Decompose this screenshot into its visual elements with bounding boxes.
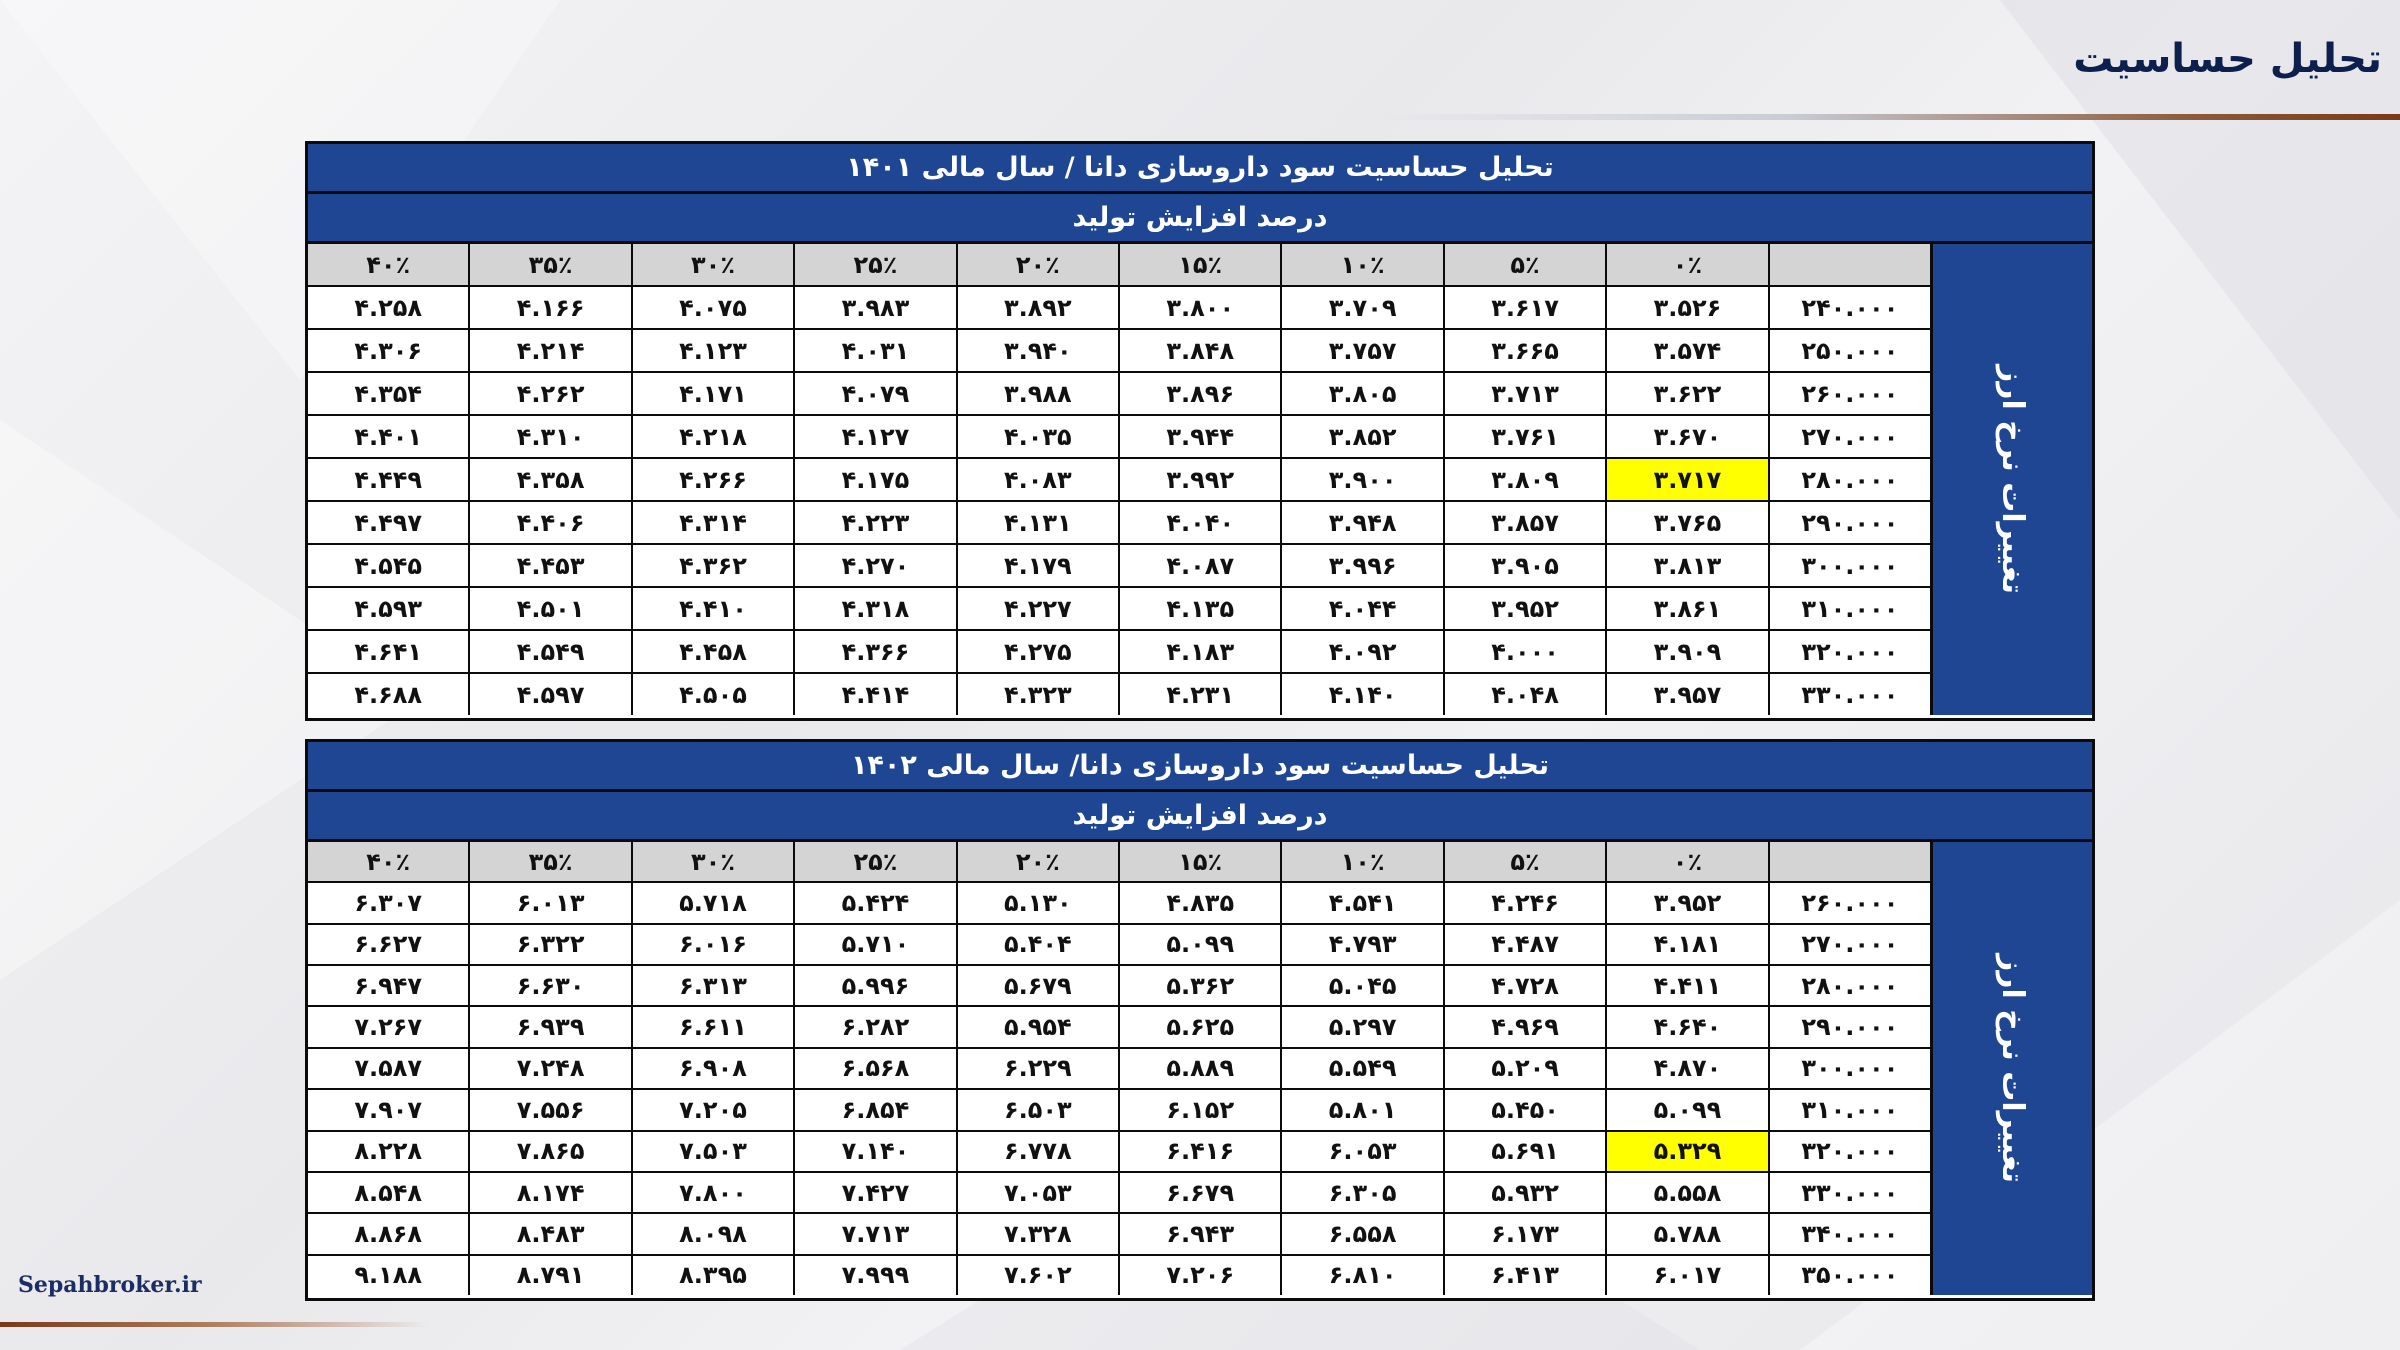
column-header-row (308, 842, 1930, 883)
column-header: ۵٪ (1445, 842, 1607, 881)
column-header: ۳۵٪ (470, 842, 632, 881)
column-header: ۰٪ (1607, 842, 1769, 881)
value-cell: ۵.۰۹۹ (1607, 1090, 1769, 1129)
value-cell: ۴.۳۶۲ (633, 545, 795, 586)
value-cell: ۳.۸۶۱ (1607, 588, 1769, 629)
value-cell: ۶.۱۷۳ (1445, 1214, 1607, 1253)
value-cell: ۶.۰۵۳ (1282, 1132, 1444, 1171)
value-cell: ۴.۴۵۳ (470, 545, 632, 586)
value-cell: ۴.۴۰۶ (470, 502, 632, 543)
value-cell: ۴.۵۴۵ (308, 545, 470, 586)
value-cell: ۵.۵۴۹ (1282, 1049, 1444, 1088)
value-cell: ۶.۳۰۵ (1282, 1173, 1444, 1212)
column-header: ۲۵٪ (795, 842, 957, 881)
value-cell: ۴.۴۵۸ (633, 631, 795, 672)
value-cell: ۸.۴۸۳ (470, 1214, 632, 1253)
value-cell: ۶.۲۸۲ (795, 1007, 957, 1046)
row-label: ۲۸۰.۰۰۰ (1770, 459, 1930, 500)
column-header: ۳۰٪ (633, 244, 795, 285)
value-cell: ۶.۹۰۸ (633, 1049, 795, 1088)
value-cell: ۶.۰۱۳ (470, 883, 632, 922)
table-row (308, 330, 1930, 373)
value-cell: ۳.۶۶۵ (1445, 330, 1607, 371)
value-cell: ۶.۰۱۶ (633, 925, 795, 964)
value-cell: ۵.۷۸۸ (1607, 1214, 1769, 1253)
value-cell: ۴.۶۴۰ (1607, 1007, 1769, 1046)
value-cell: ۶.۱۵۲ (1120, 1090, 1282, 1129)
table-row (308, 1090, 1930, 1131)
row-label: ۳۰۰.۰۰۰ (1770, 545, 1930, 586)
row-label: ۳۳۰.۰۰۰ (1770, 1173, 1930, 1212)
value-cell: ۵.۹۵۴ (958, 1007, 1120, 1046)
value-cell: ۴.۱۳۱ (958, 502, 1120, 543)
value-cell: ۴.۰۳۱ (795, 330, 957, 371)
value-cell: ۷.۶۰۲ (958, 1256, 1120, 1295)
row-label: ۳۱۰.۰۰۰ (1770, 588, 1930, 629)
value-cell: ۳.۸۹۲ (958, 287, 1120, 328)
table-title: تحلیل حساسیت سود داروسازی دانا / سال مالی ۱۴۰۱ (308, 144, 2092, 194)
value-cell: ۵.۰۹۹ (1120, 925, 1282, 964)
value-cell: ۵.۱۳۰ (958, 883, 1120, 922)
value-cell: ۸.۵۴۸ (308, 1173, 470, 1212)
side-label-cell (1930, 842, 2092, 1295)
value-cell: ۴.۰۸۷ (1120, 545, 1282, 586)
value-cell: ۳.۸۵۷ (1445, 502, 1607, 543)
value-cell: ۴.۳۱۴ (633, 502, 795, 543)
value-cell: ۴.۵۴۹ (470, 631, 632, 672)
value-cell: ۴.۲۲۳ (795, 502, 957, 543)
value-cell: ۳.۶۱۷ (1445, 287, 1607, 328)
value-cell: ۹.۱۸۸ (308, 1256, 470, 1295)
value-cell: ۴.۲۲۷ (958, 588, 1120, 629)
value-cell: ۳.۷۵۷ (1282, 330, 1444, 371)
column-header: ۴۰٪ (308, 244, 470, 285)
value-cell: ۳.۹۰۵ (1445, 545, 1607, 586)
value-cell: ۷.۲۶۷ (308, 1007, 470, 1046)
value-cell: ۷.۸۰۰ (633, 1173, 795, 1212)
value-cell: ۴.۹۶۹ (1445, 1007, 1607, 1046)
value-cell: ۵.۶۹۱ (1445, 1132, 1607, 1171)
value-cell: ۴.۱۶۶ (470, 287, 632, 328)
value-cell: ۶.۳۲۲ (470, 925, 632, 964)
value-cell: ۳.۸۰۵ (1282, 373, 1444, 414)
row-label: ۲۹۰.۰۰۰ (1770, 502, 1930, 543)
value-cell: ۶.۸۱۰ (1282, 1256, 1444, 1295)
value-cell: ۶.۲۲۹ (958, 1049, 1120, 1088)
value-cell: ۵.۲۹۷ (1282, 1007, 1444, 1046)
value-cell: ۶.۹۴۷ (308, 966, 470, 1005)
footer-underline (0, 1322, 430, 1327)
value-cell: ۶.۵۵۸ (1282, 1214, 1444, 1253)
highlighted-value-cell: ۳.۷۱۷ (1607, 459, 1769, 500)
value-cell: ۴.۳۱۸ (795, 588, 957, 629)
value-cell: ۴.۰۷۹ (795, 373, 957, 414)
value-cell: ۴.۴۱۴ (795, 674, 957, 715)
value-cell: ۴.۲۵۸ (308, 287, 470, 328)
side-label: تغییرات نرخ ارز (1995, 953, 2031, 1184)
highlighted-value-cell: ۵.۳۲۹ (1607, 1132, 1769, 1171)
value-cell: ۳.۸۰۹ (1445, 459, 1607, 500)
column-header: ۴۰٪ (308, 842, 470, 881)
value-cell: ۴.۰۷۵ (633, 287, 795, 328)
table-subtitle: درصد افزایش تولید (308, 792, 2092, 842)
value-cell: ۳.۹۹۶ (1282, 545, 1444, 586)
value-cell: ۴.۳۲۳ (958, 674, 1120, 715)
value-cell: ۵.۸۸۹ (1120, 1049, 1282, 1088)
value-cell: ۵.۴۰۴ (958, 925, 1120, 964)
value-cell: ۴.۲۶۶ (633, 459, 795, 500)
value-cell: ۴.۱۷۱ (633, 373, 795, 414)
value-cell: ۷.۰۵۳ (958, 1173, 1120, 1212)
value-cell: ۷.۲۰۵ (633, 1090, 795, 1129)
value-cell: ۴.۱۸۳ (1120, 631, 1282, 672)
value-cell: ۳.۷۶۵ (1607, 502, 1769, 543)
value-cell: ۷.۸۶۵ (470, 1132, 632, 1171)
value-cell: ۳.۹۸۳ (795, 287, 957, 328)
table-grid (308, 244, 1930, 715)
value-cell: ۴.۳۵۴ (308, 373, 470, 414)
value-cell: ۷.۵۵۶ (470, 1090, 632, 1129)
table-row (308, 1049, 1930, 1090)
value-cell: ۵.۲۰۹ (1445, 1049, 1607, 1088)
value-cell: ۴.۰۴۰ (1120, 502, 1282, 543)
table-row (308, 883, 1930, 924)
title-underline (1380, 114, 2400, 120)
table-grid (308, 842, 1930, 1295)
value-cell: ۵.۹۹۶ (795, 966, 957, 1005)
value-cell: ۳.۷۶۱ (1445, 416, 1607, 457)
column-header: ۰٪ (1607, 244, 1769, 285)
value-cell: ۴.۲۳۱ (1120, 674, 1282, 715)
column-header: ۲۵٪ (795, 244, 957, 285)
value-cell: ۸.۰۹۸ (633, 1214, 795, 1253)
value-cell: ۵.۳۶۲ (1120, 966, 1282, 1005)
table-row (308, 1007, 1930, 1048)
row-label: ۲۶۰.۰۰۰ (1770, 883, 1930, 922)
value-cell: ۶.۰۱۷ (1607, 1256, 1769, 1295)
value-cell: ۳.۹۵۲ (1607, 883, 1769, 922)
corner-cell (1770, 244, 1930, 285)
value-cell: ۵.۴۲۴ (795, 883, 957, 922)
value-cell: ۳.۹۴۰ (958, 330, 1120, 371)
value-cell: ۵.۵۵۸ (1607, 1173, 1769, 1212)
value-cell: ۴.۶۸۸ (308, 674, 470, 715)
value-cell: ۴.۵۹۷ (470, 674, 632, 715)
value-cell: ۷.۷۱۳ (795, 1214, 957, 1253)
row-label: ۲۵۰.۰۰۰ (1770, 330, 1930, 371)
value-cell: ۵.۷۱۸ (633, 883, 795, 922)
row-label: ۲۹۰.۰۰۰ (1770, 1007, 1930, 1046)
row-label: ۲۷۰.۰۰۰ (1770, 416, 1930, 457)
corner-cell (1770, 842, 1930, 881)
value-cell: ۵.۷۱۰ (795, 925, 957, 964)
value-cell: ۳.۶۲۲ (1607, 373, 1769, 414)
row-label: ۳۴۰.۰۰۰ (1770, 1214, 1930, 1253)
value-cell: ۵.۰۴۵ (1282, 966, 1444, 1005)
value-cell: ۴.۱۷۵ (795, 459, 957, 500)
value-cell: ۴.۴۴۹ (308, 459, 470, 500)
brand-link[interactable]: Sepahbroker.ir (18, 1272, 202, 1298)
value-cell: ۶.۴۱۳ (1445, 1256, 1607, 1295)
row-label: ۳۵۰.۰۰۰ (1770, 1256, 1930, 1295)
table-row (308, 373, 1930, 416)
value-cell: ۳.۷۱۳ (1445, 373, 1607, 414)
column-header: ۲۰٪ (958, 244, 1120, 285)
value-cell: ۴.۵۹۳ (308, 588, 470, 629)
sensitivity-table-1401 (305, 141, 2095, 721)
table-row (308, 1214, 1930, 1255)
value-cell: ۸.۱۷۴ (470, 1173, 632, 1212)
value-cell: ۶.۳۱۳ (633, 966, 795, 1005)
value-cell: ۴.۳۱۰ (470, 416, 632, 457)
value-cell: ۶.۶۷۹ (1120, 1173, 1282, 1212)
value-cell: ۵.۴۵۰ (1445, 1090, 1607, 1129)
value-cell: ۳.۷۰۹ (1282, 287, 1444, 328)
value-cell: ۴.۷۲۸ (1445, 966, 1607, 1005)
value-cell: ۴.۴۸۷ (1445, 925, 1607, 964)
value-cell: ۴.۷۹۳ (1282, 925, 1444, 964)
value-cell: ۸.۸۶۸ (308, 1214, 470, 1253)
row-label: ۳۱۰.۰۰۰ (1770, 1090, 1930, 1129)
value-cell: ۸.۷۹۱ (470, 1256, 632, 1295)
column-header: ۳۵٪ (470, 244, 632, 285)
page-title: تحلیل حساسیت (2073, 36, 2382, 82)
table-row (308, 966, 1930, 1007)
table-row (308, 925, 1930, 966)
value-cell: ۷.۱۴۰ (795, 1132, 957, 1171)
table-row (308, 1173, 1930, 1214)
value-cell: ۴.۰۳۵ (958, 416, 1120, 457)
value-cell: ۴.۳۰۶ (308, 330, 470, 371)
row-label: ۲۷۰.۰۰۰ (1770, 925, 1930, 964)
value-cell: ۳.۸۵۲ (1282, 416, 1444, 457)
value-cell: ۴.۰۴۴ (1282, 588, 1444, 629)
value-cell: ۵.۶۷۹ (958, 966, 1120, 1005)
value-cell: ۴.۴۹۷ (308, 502, 470, 543)
value-cell: ۵.۶۲۵ (1120, 1007, 1282, 1046)
value-cell: ۳.۹۴۴ (1120, 416, 1282, 457)
value-cell: ۴.۲۷۵ (958, 631, 1120, 672)
table-row (308, 631, 1930, 674)
column-header: ۲۰٪ (958, 842, 1120, 881)
value-cell: ۴.۰۸۳ (958, 459, 1120, 500)
value-cell: ۴.۸۷۰ (1607, 1049, 1769, 1088)
value-cell: ۴.۰۹۲ (1282, 631, 1444, 672)
value-cell: ۳.۹۰۹ (1607, 631, 1769, 672)
column-header: ۱۵٪ (1120, 244, 1282, 285)
value-cell: ۴.۱۸۱ (1607, 925, 1769, 964)
column-header: ۱۵٪ (1120, 842, 1282, 881)
value-cell: ۳.۸۹۶ (1120, 373, 1282, 414)
table-row (308, 459, 1930, 502)
side-label: تغییرات نرخ ارز (1995, 364, 2031, 595)
value-cell: ۳.۸۴۸ (1120, 330, 1282, 371)
value-cell: ۳.۹۵۷ (1607, 674, 1769, 715)
value-cell: ۳.۹۵۲ (1445, 588, 1607, 629)
table-row (308, 1256, 1930, 1295)
value-cell: ۳.۹۰۰ (1282, 459, 1444, 500)
value-cell: ۴.۲۱۴ (470, 330, 632, 371)
value-cell: ۳.۹۹۲ (1120, 459, 1282, 500)
value-cell: ۶.۷۷۸ (958, 1132, 1120, 1171)
row-label: ۳۲۰.۰۰۰ (1770, 1132, 1930, 1171)
value-cell: ۴.۱۲۷ (795, 416, 957, 457)
value-cell: ۷.۲۰۶ (1120, 1256, 1282, 1295)
value-cell: ۳.۵۷۴ (1607, 330, 1769, 371)
side-label-cell (1930, 244, 2092, 715)
value-cell: ۸.۲۲۸ (308, 1132, 470, 1171)
value-cell: ۳.۹۴۸ (1282, 502, 1444, 543)
value-cell: ۶.۹۳۹ (470, 1007, 632, 1046)
value-cell: ۴.۱۴۰ (1282, 674, 1444, 715)
value-cell: ۴.۴۰۱ (308, 416, 470, 457)
table-row (308, 588, 1930, 631)
row-label: ۳۲۰.۰۰۰ (1770, 631, 1930, 672)
value-cell: ۳.۹۸۸ (958, 373, 1120, 414)
value-cell: ۷.۹۹۹ (795, 1256, 957, 1295)
value-cell: ۵.۸۰۱ (1282, 1090, 1444, 1129)
value-cell: ۴.۸۳۵ (1120, 883, 1282, 922)
table-row (308, 502, 1930, 545)
value-cell: ۴.۵۰۱ (470, 588, 632, 629)
column-header: ۵٪ (1445, 244, 1607, 285)
value-cell: ۶.۵۶۸ (795, 1049, 957, 1088)
value-cell: ۳.۶۷۰ (1607, 416, 1769, 457)
row-label: ۲۴۰.۰۰۰ (1770, 287, 1930, 328)
value-cell: ۷.۹۰۷ (308, 1090, 470, 1129)
value-cell: ۴.۱۷۹ (958, 545, 1120, 586)
table-subtitle: درصد افزایش تولید (308, 194, 2092, 244)
value-cell: ۷.۲۴۸ (470, 1049, 632, 1088)
value-cell: ۴.۴۱۰ (633, 588, 795, 629)
value-cell: ۴.۲۷۰ (795, 545, 957, 586)
column-header-row (308, 244, 1930, 287)
value-cell: ۴.۱۲۳ (633, 330, 795, 371)
value-cell: ۶.۳۰۷ (308, 883, 470, 922)
value-cell: ۸.۳۹۵ (633, 1256, 795, 1295)
table-row (308, 545, 1930, 588)
value-cell: ۷.۵۸۷ (308, 1049, 470, 1088)
row-label: ۳۳۰.۰۰۰ (1770, 674, 1930, 715)
value-cell: ۴.۴۱۱ (1607, 966, 1769, 1005)
value-cell: ۶.۴۱۶ (1120, 1132, 1282, 1171)
value-cell: ۷.۳۲۸ (958, 1214, 1120, 1253)
value-cell: ۳.۸۰۰ (1120, 287, 1282, 328)
value-cell: ۶.۶۳۰ (470, 966, 632, 1005)
table-row (308, 416, 1930, 459)
value-cell: ۴.۰۴۸ (1445, 674, 1607, 715)
row-label: ۲۶۰.۰۰۰ (1770, 373, 1930, 414)
row-label: ۲۸۰.۰۰۰ (1770, 966, 1930, 1005)
value-cell: ۴.۱۳۵ (1120, 588, 1282, 629)
value-cell: ۴.۲۴۶ (1445, 883, 1607, 922)
value-cell: ۳.۵۲۶ (1607, 287, 1769, 328)
column-header: ۱۰٪ (1282, 244, 1444, 285)
value-cell: ۶.۶۲۷ (308, 925, 470, 964)
row-label: ۳۰۰.۰۰۰ (1770, 1049, 1930, 1088)
table-title: تحلیل حساسیت سود داروسازی دانا/ سال مالی ۱۴۰۲ (308, 742, 2092, 792)
value-cell: ۶.۸۵۴ (795, 1090, 957, 1129)
value-cell: ۴.۰۰۰ (1445, 631, 1607, 672)
table-row (308, 287, 1930, 330)
value-cell: ۴.۶۴۱ (308, 631, 470, 672)
value-cell: ۶.۹۴۳ (1120, 1214, 1282, 1253)
value-cell: ۴.۲۱۸ (633, 416, 795, 457)
value-cell: ۳.۸۱۳ (1607, 545, 1769, 586)
value-cell: ۴.۳۶۶ (795, 631, 957, 672)
value-cell: ۶.۵۰۳ (958, 1090, 1120, 1129)
table-row (308, 674, 1930, 715)
column-header: ۱۰٪ (1282, 842, 1444, 881)
table-row (308, 1132, 1930, 1173)
value-cell: ۴.۲۶۲ (470, 373, 632, 414)
value-cell: ۷.۴۲۷ (795, 1173, 957, 1212)
value-cell: ۴.۵۴۱ (1282, 883, 1444, 922)
value-cell: ۵.۹۳۲ (1445, 1173, 1607, 1212)
value-cell: ۶.۶۱۱ (633, 1007, 795, 1046)
sensitivity-table-1402 (305, 739, 2095, 1301)
value-cell: ۴.۳۵۸ (470, 459, 632, 500)
value-cell: ۷.۵۰۳ (633, 1132, 795, 1171)
column-header: ۳۰٪ (633, 842, 795, 881)
value-cell: ۴.۵۰۵ (633, 674, 795, 715)
